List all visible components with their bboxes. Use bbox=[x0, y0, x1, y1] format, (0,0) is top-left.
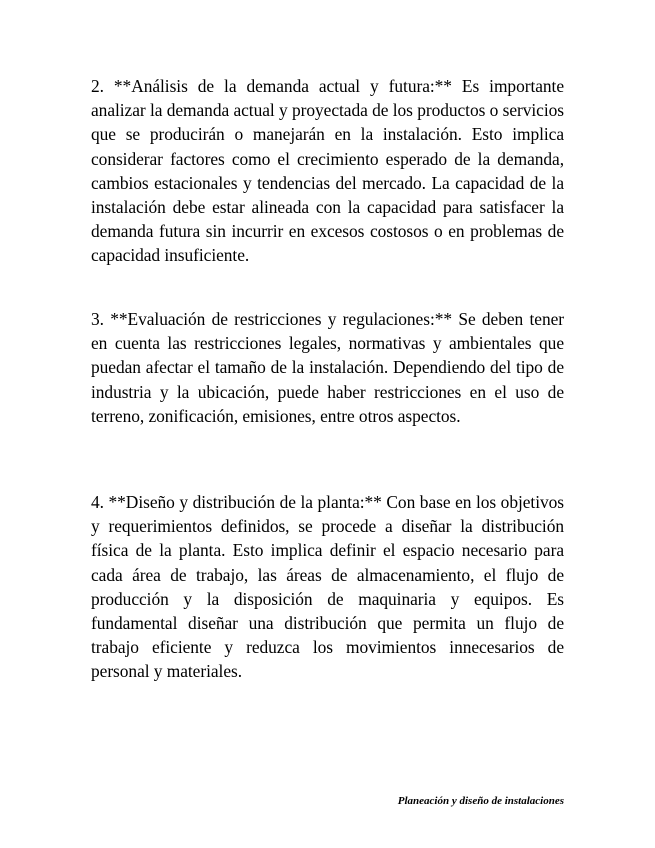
paragraph-plant-design: 4. **Diseño y distribución de la planta:** Con base en los objetivos y requerimientos definidos, se procede a diseñar la distribución física de la planta. Esto implica definir el espacio necesario para cada área de trabajo, las áreas de almacenamiento, el flujo de producción y la disposición de maquinaria y equipos. Es fundamental diseñar una distribución que permita un flujo de trabajo eficiente y reduzca los movimientos innecesarios de personal y materiales. bbox=[91, 492, 564, 682]
paragraph-restrictions-evaluation: 3. **Evaluación de restricciones y regulaciones:** Se deben tener en cuenta las restricciones legales, normativas y ambientales que puedan afectar el tamaño de la instalación. Dependiendo del tipo de industria y la ubicación, puede haber restricciones en el uso de terreno, zonificación, emisiones, entre otros aspectos. bbox=[91, 309, 564, 426]
page-footer: Planeación y diseño de instalaciones bbox=[397, 795, 564, 807]
paragraph-demand-analysis: 2. **Análisis de la demanda actual y futura:** Es importante analizar la demanda actual y proyectada de los productos o servicios que se producirán o manejarán en la instalación. Esto implica considerar factores como el crecimiento esperado de la demanda, cambios estacionales y tendencias del mercado. La capacidad de la instalación debe estar alineada con la capacidad para satisfacer la demanda futura sin incurrir en excesos costosos o en problemas de capacidad insuficiente. bbox=[91, 76, 564, 266]
